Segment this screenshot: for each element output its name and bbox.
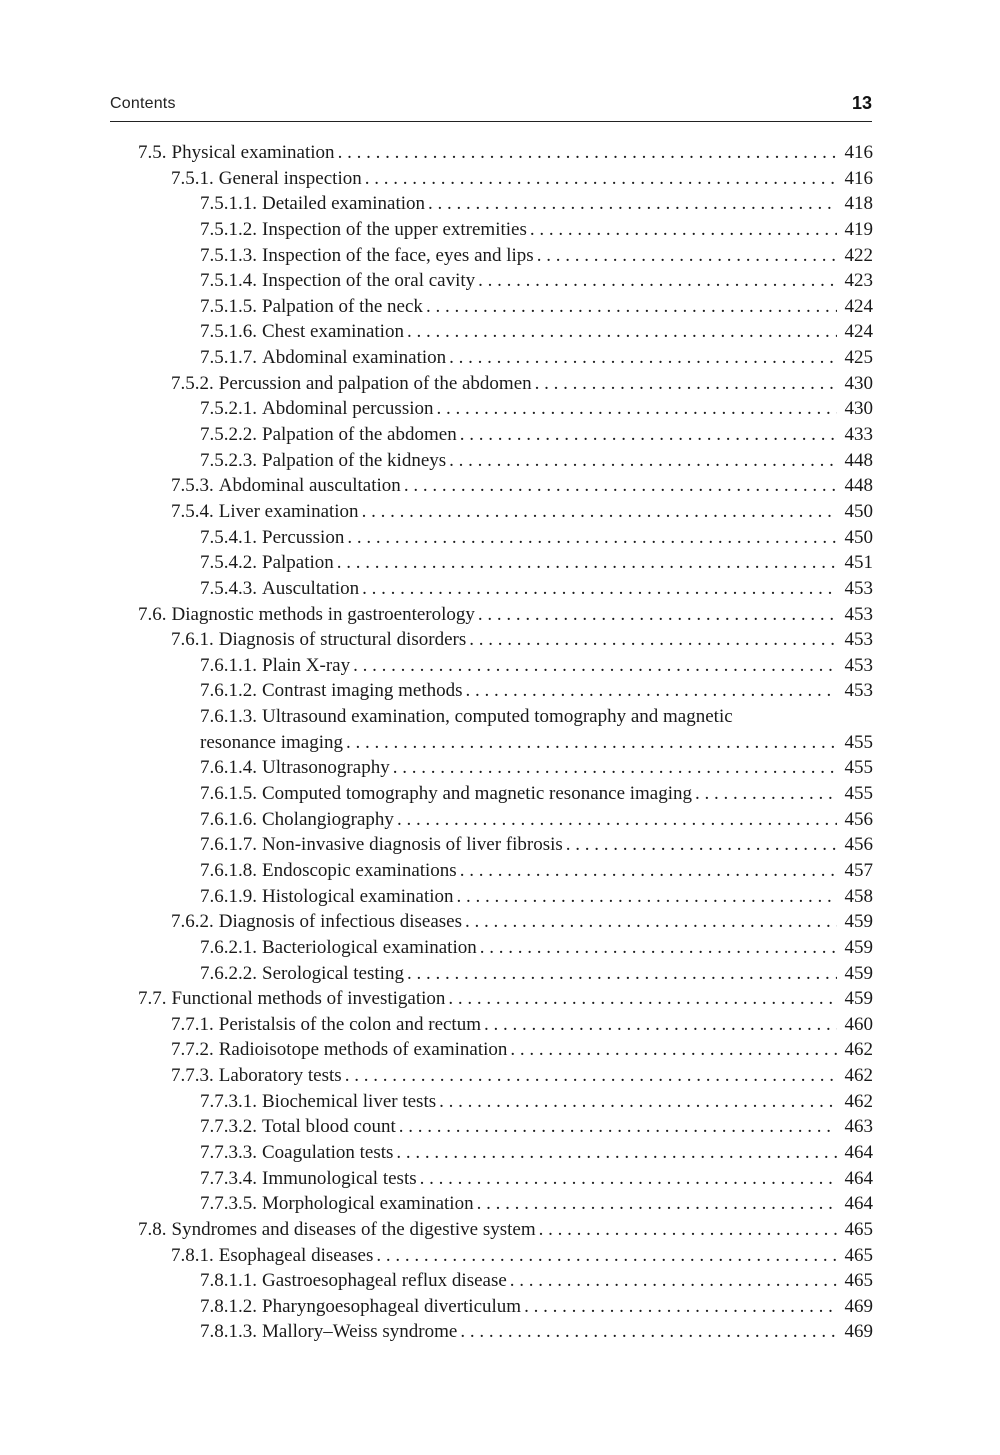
- toc-entry-title: Palpation of the kidneys: [262, 449, 447, 471]
- toc-entry-title: Percussion: [262, 526, 345, 548]
- dot-leader: [345, 1063, 837, 1089]
- toc-entry-title: Liver examination: [218, 500, 359, 522]
- toc-entry[interactable]: [138, 1037, 873, 1063]
- dot-leader: [457, 884, 837, 910]
- toc-entry-title: Coagulation tests: [262, 1141, 394, 1163]
- dot-leader: [695, 781, 837, 807]
- toc-entry-number: 7.8.1.: [171, 1244, 214, 1266]
- dot-leader: [396, 1140, 837, 1166]
- dot-leader: [426, 294, 837, 320]
- toc-entry-page: 458: [844, 885, 873, 907]
- toc-entry[interactable]: [138, 576, 873, 602]
- toc-entry-number: 7.6.1.1.: [200, 654, 257, 676]
- dot-leader: [448, 986, 837, 1012]
- toc-entry-page: 423: [844, 270, 873, 292]
- dot-leader: [484, 1012, 837, 1038]
- toc-entry-title: Detailed examination: [262, 193, 426, 215]
- toc-entry-page: 416: [844, 142, 873, 163]
- toc-entry-page: 465: [844, 1218, 873, 1240]
- toc-entry-title: Histological examination: [262, 885, 454, 907]
- toc-entry-page: 424: [844, 295, 873, 317]
- toc-entry-title: Inspection of the upper extremities: [262, 218, 527, 240]
- toc-entry-title: Peristalsis of the colon and rectum: [218, 1013, 481, 1035]
- toc-entry-page: 460: [844, 1013, 873, 1035]
- dot-leader: [407, 319, 837, 345]
- toc-entry[interactable]: [138, 807, 873, 833]
- toc-entry-title: Esophageal diseases: [218, 1244, 374, 1266]
- dot-leader: [478, 602, 837, 628]
- toc-entry-page: 469: [844, 1321, 873, 1343]
- toc-entry-page: 456: [844, 808, 873, 830]
- toc-entry-page: 465: [844, 1244, 873, 1266]
- toc-entry-number: 7.6.1.7.: [200, 834, 257, 856]
- toc-entry[interactable]: [138, 1268, 873, 1294]
- toc-entry-page: 451: [844, 552, 873, 574]
- toc-entry[interactable]: [138, 166, 873, 192]
- toc-entry-title: Radioisotope methods of examination: [218, 1039, 508, 1061]
- toc-entry-number: 7.7.3.3.: [200, 1141, 257, 1163]
- toc-entry-number: 7.6.2.2.: [200, 962, 257, 984]
- toc-entry-number: 7.6.1.2.: [200, 680, 257, 702]
- toc-entry-number: 7.6.1.3.: [200, 706, 257, 728]
- toc-entry[interactable]: [138, 422, 873, 448]
- toc-entry[interactable]: [138, 704, 873, 755]
- toc-entry-number: 7.5.: [138, 142, 167, 163]
- dot-leader: [439, 1089, 837, 1115]
- dot-leader: [365, 166, 837, 192]
- dot-leader: [537, 243, 837, 269]
- toc-entry[interactable]: [138, 448, 873, 474]
- toc-entry-title: General inspection: [218, 167, 362, 189]
- toc-entry-number: 7.8.1.3.: [200, 1321, 257, 1343]
- toc-entry[interactable]: [138, 1063, 873, 1089]
- toc-entry-page: 419: [844, 218, 873, 240]
- toc-entry[interactable]: [138, 755, 873, 781]
- toc-entry-page: 465: [844, 1270, 873, 1292]
- toc-entry-title: Ultrasound examination, computed tomography and magnetic: [262, 706, 733, 728]
- dot-leader: [347, 525, 837, 551]
- toc-entry-page: 455: [844, 731, 873, 753]
- toc-entry[interactable]: [138, 1191, 873, 1217]
- toc-entry-page: 464: [844, 1193, 873, 1215]
- toc-entry-title: Physical examination: [171, 142, 335, 163]
- toc-entry-number: 7.5.1.6.: [200, 321, 257, 343]
- dot-leader: [469, 627, 837, 653]
- toc-entry-page: 424: [844, 321, 873, 343]
- toc-entry-title: Contrast imaging methods: [262, 680, 463, 702]
- dot-leader: [362, 576, 837, 602]
- toc-entry[interactable]: [138, 1140, 873, 1166]
- toc-entry-title: Palpation of the abdomen: [262, 424, 457, 446]
- dot-leader: [480, 935, 837, 961]
- dot-leader: [376, 1243, 837, 1269]
- toc-entry-title: Inspection of the face, eyes and lips: [262, 244, 534, 266]
- dot-leader: [530, 217, 837, 243]
- toc-entry-title: Inspection of the oral cavity: [262, 270, 476, 292]
- toc-entry-title: Laboratory tests: [218, 1065, 342, 1087]
- toc-entry[interactable]: [138, 832, 873, 858]
- toc-entry-page: 459: [844, 988, 873, 1010]
- toc-entry-number: 7.6.1.8.: [200, 859, 257, 881]
- toc-entry[interactable]: [138, 1243, 873, 1269]
- toc-entry-title: Non-invasive diagnosis of liver fibrosis: [262, 834, 563, 856]
- toc-entry[interactable]: [138, 550, 873, 576]
- toc-entry-number: 7.5.1.4.: [200, 270, 257, 292]
- toc-entry-number: 7.5.4.3.: [200, 577, 257, 599]
- toc-entry-number: 7.7.3.: [171, 1065, 214, 1087]
- toc-entry-page: 430: [844, 372, 873, 394]
- toc-entry-number: 7.5.2.2.: [200, 424, 257, 446]
- toc-entry-number: 7.5.1.7.: [200, 347, 257, 369]
- dot-leader: [393, 755, 837, 781]
- toc-entry-title: Pharyngoesophageal diverticulum: [262, 1295, 522, 1317]
- dot-leader: [437, 396, 837, 422]
- toc-entry-page: 453: [844, 629, 873, 651]
- dot-leader: [478, 268, 837, 294]
- toc-entry[interactable]: [138, 961, 873, 987]
- toc-entry-title: Palpation of the neck: [262, 295, 423, 317]
- dot-leader: [404, 473, 837, 499]
- toc-entry-title: Serological testing: [262, 962, 404, 984]
- toc-entry[interactable]: [138, 217, 873, 243]
- toc-entry-number: 7.6.2.1.: [200, 936, 257, 958]
- toc-entry-number: 7.5.1.3.: [200, 244, 257, 266]
- toc-entry[interactable]: [138, 525, 873, 551]
- toc-entry-title: Ultrasonography: [262, 757, 390, 779]
- toc-entry[interactable]: [138, 1114, 873, 1140]
- toc-entry-page: 418: [844, 193, 873, 215]
- toc-entry-page: 462: [844, 1039, 873, 1061]
- dot-leader: [466, 678, 837, 704]
- toc-entry-page: 455: [844, 757, 873, 779]
- toc-entry-number: 7.5.4.2.: [200, 552, 257, 574]
- toc-entry-page: 453: [844, 603, 873, 625]
- toc-entry-title: Auscultation: [262, 577, 360, 599]
- dot-leader: [346, 730, 837, 756]
- toc-entry-title: Biochemical liver tests: [262, 1090, 437, 1112]
- toc-entry[interactable]: [138, 935, 873, 961]
- toc-entry-page: 453: [844, 680, 873, 702]
- toc-entry[interactable]: [138, 1217, 873, 1243]
- toc-entry[interactable]: [138, 678, 873, 704]
- toc-entry-page: 453: [844, 654, 873, 676]
- dot-leader: [449, 345, 837, 371]
- toc-entry-number: 7.5.1.2.: [200, 218, 257, 240]
- toc-entry-page: 453: [844, 577, 873, 599]
- toc-entry[interactable]: [138, 653, 873, 679]
- toc-entry-title: Immunological tests: [262, 1167, 417, 1189]
- toc-entry-number: 7.5.2.: [171, 372, 214, 394]
- toc-entry[interactable]: [138, 396, 873, 422]
- toc-entry[interactable]: [138, 909, 873, 935]
- dot-leader: [337, 550, 837, 576]
- toc-entry-number: 7.8.1.2.: [200, 1295, 257, 1317]
- toc-entry-page: 457: [844, 859, 873, 881]
- toc-entry-page: 448: [844, 449, 873, 471]
- toc-entry[interactable]: [138, 1089, 873, 1115]
- toc-entry-title: Cholangiography: [262, 808, 394, 830]
- toc-entry-title: Morphological examination: [262, 1193, 474, 1215]
- dot-leader: [338, 140, 837, 166]
- toc-entry-number: 7.5.1.5.: [200, 295, 257, 317]
- toc-entry[interactable]: [138, 345, 873, 371]
- dot-leader: [460, 1319, 837, 1345]
- toc-entry-page: 455: [844, 783, 873, 805]
- toc-entry-number: 7.5.2.1.: [200, 398, 257, 420]
- toc-entry-page: 464: [844, 1141, 873, 1163]
- toc-entry-title: Abdominal examination: [262, 347, 447, 369]
- toc-entry-number: 7.6.1.6.: [200, 808, 257, 830]
- toc-entry-number: 7.5.3.: [171, 475, 214, 497]
- toc-entry-number: 7.8.: [138, 1218, 167, 1240]
- toc-entry[interactable]: [138, 781, 873, 807]
- dot-leader: [465, 909, 837, 935]
- toc-entry-title: Computed tomography and magnetic resonance imaging: [262, 783, 693, 805]
- toc-entry-page: 462: [844, 1090, 873, 1112]
- dot-leader: [510, 1037, 837, 1063]
- page-number: 13: [851, 93, 872, 113]
- toc-entry-number: 7.7.: [138, 988, 167, 1010]
- toc-entry-title: Syndromes and diseases of the digestive system: [171, 1218, 536, 1240]
- toc-entry-page: 459: [844, 936, 873, 958]
- toc-entry[interactable]: [138, 858, 873, 884]
- dot-leader: [428, 191, 837, 217]
- toc-entry-number: 7.7.3.5.: [200, 1193, 257, 1215]
- toc-entry-page: 456: [844, 834, 873, 856]
- toc-entry-title: Abdominal percussion: [262, 398, 434, 420]
- toc-entry-number: 7.7.3.4.: [200, 1167, 257, 1189]
- toc-entry-page: 450: [844, 500, 873, 522]
- toc-entry-title: Diagnostic methods in gastroenterology: [171, 603, 475, 625]
- dot-leader: [449, 448, 837, 474]
- toc-entry[interactable]: [138, 884, 873, 910]
- toc-entry[interactable]: [138, 602, 873, 628]
- toc-entry[interactable]: [138, 1319, 873, 1345]
- dot-leader: [420, 1166, 837, 1192]
- dot-leader: [477, 1191, 837, 1217]
- dot-leader: [460, 858, 837, 884]
- toc-entry-title: Functional methods of investigation: [171, 988, 446, 1010]
- toc-entry-number: 7.5.4.: [171, 500, 214, 522]
- toc-entry-title: Plain X-ray: [262, 654, 351, 676]
- toc-entry[interactable]: [138, 191, 873, 217]
- running-header: [110, 93, 872, 122]
- toc-entry-page: 430: [844, 398, 873, 420]
- toc-entry[interactable]: [138, 294, 873, 320]
- toc-entry[interactable]: [138, 627, 873, 653]
- dot-leader: [407, 961, 837, 987]
- dot-leader: [397, 807, 837, 833]
- toc-entry-number: 7.7.1.: [171, 1013, 214, 1035]
- dot-leader: [460, 422, 837, 448]
- toc-entry-number: 7.5.1.1.: [200, 193, 257, 215]
- toc-entry-page: 450: [844, 526, 873, 548]
- toc-entry-number: 7.6.: [138, 603, 167, 625]
- toc-entry[interactable]: [138, 986, 873, 1012]
- toc-entry-number: 7.5.1.: [171, 167, 214, 189]
- toc-entry-number: 7.6.1.9.: [200, 885, 257, 907]
- toc-entry-page: 469: [844, 1295, 873, 1317]
- toc-entry-page: 433: [844, 424, 873, 446]
- toc-entry-title: Diagnosis of infectious diseases: [218, 911, 463, 933]
- toc-entry[interactable]: [138, 1294, 873, 1320]
- toc-entry-title: Gastroesophageal reflux disease: [262, 1270, 507, 1292]
- toc-entry-title-continuation: resonance imaging: [200, 731, 343, 753]
- toc-entry-number: 7.6.1.5.: [200, 783, 257, 805]
- toc-entry-title: Total blood count: [262, 1116, 396, 1138]
- toc-entry[interactable]: [138, 499, 873, 525]
- toc-entry-number: 7.7.2.: [171, 1039, 214, 1061]
- dot-leader: [510, 1268, 837, 1294]
- dot-leader: [353, 653, 837, 679]
- toc-entry-title: Abdominal auscultation: [218, 475, 401, 497]
- toc-entry-number: 7.7.3.2.: [200, 1116, 257, 1138]
- header-title: Contents: [110, 95, 176, 112]
- toc-entry[interactable]: [138, 1166, 873, 1192]
- toc-entry-title: Endoscopic examinations: [262, 859, 457, 881]
- toc-entry-page: 463: [844, 1116, 873, 1138]
- toc-entry-page: 459: [844, 911, 873, 933]
- toc-entry-number: 7.6.1.4.: [200, 757, 257, 779]
- dot-leader: [399, 1114, 837, 1140]
- toc-entry[interactable]: [138, 268, 873, 294]
- toc-entry-title: Palpation: [262, 552, 334, 574]
- toc-entry-number: 7.8.1.1.: [200, 1270, 257, 1292]
- toc-entry-title: Percussion and palpation of the abdomen: [218, 372, 532, 394]
- toc-entry[interactable]: [138, 243, 873, 269]
- dot-leader: [535, 371, 837, 397]
- dot-leader: [362, 499, 837, 525]
- toc-entry[interactable]: [138, 319, 873, 345]
- table-of-contents: [138, 140, 873, 1345]
- toc-entry-number: 7.5.2.3.: [200, 449, 257, 471]
- toc-entry[interactable]: [138, 1012, 873, 1038]
- toc-entry-page: 464: [844, 1167, 873, 1189]
- toc-entry-page: 459: [844, 962, 873, 984]
- toc-entry-number: 7.7.3.1.: [200, 1090, 257, 1112]
- toc-entry-page: 448: [844, 475, 873, 497]
- toc-entry-page: 462: [844, 1065, 873, 1087]
- toc-entry-page: 416: [844, 167, 873, 189]
- toc-entry-title: Mallory–Weiss syndrome: [262, 1321, 458, 1343]
- toc-entry-page: 422: [844, 244, 873, 266]
- toc-entry-title: Diagnosis of structural disorders: [218, 629, 467, 651]
- toc-entry[interactable]: [138, 140, 873, 166]
- toc-entry[interactable]: [138, 371, 873, 397]
- toc-entry-number: 7.6.1.: [171, 629, 214, 651]
- dot-leader: [524, 1294, 837, 1320]
- toc-entry-page: 425: [844, 347, 873, 369]
- toc-entry-number: 7.6.2.: [171, 911, 214, 933]
- toc-entry-number: 7.5.4.1.: [200, 526, 257, 548]
- dot-leader: [566, 832, 837, 858]
- toc-entry[interactable]: [138, 473, 873, 499]
- dot-leader: [539, 1217, 837, 1243]
- toc-entry-title: Bacteriological examination: [262, 936, 477, 958]
- toc-entry-title: Chest examination: [262, 321, 404, 343]
